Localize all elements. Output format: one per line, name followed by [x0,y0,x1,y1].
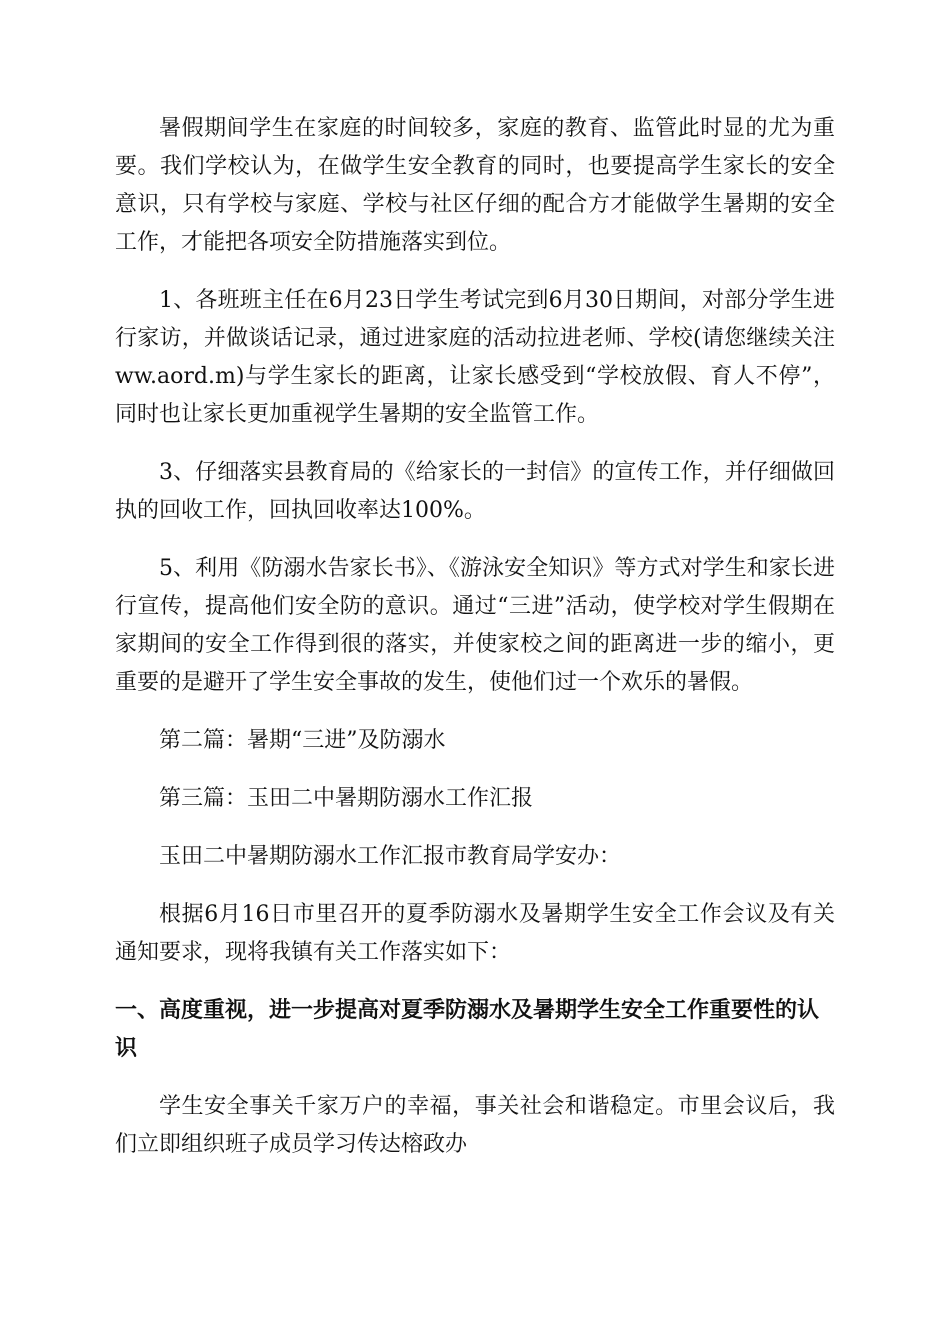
paragraph-item-5: 5、利用《防溺水告家长书》、《游泳安全知识》等方式对学生和家长进行宣传，提高他们安全防的意识。通过“三进”活动，使学校对学生假期在家期间的安全工作得到很的落实，并使家校之间的距离进一步的缩小，更重要的是避开了学生安全事故的发生，使他们过一个欢乐的暑假。 [115,556,835,695]
document-page [115,110,835,1184]
heading-one: 一、高度重视，进一步提高对夏季防溺水及暑期学生安全工作重要性的认识 [115,998,820,1061]
paragraph-intro: 暑假期间学生在家庭的时间较多，家庭的教育、监管此时显的尤为重要。我们学校认为，在做学生安全教育的同时，也要提高学生家长的安全意识，只有学校与家庭、学校与社区仔细的配合方才能做学生暑期的安全工作，才能把各项安全防措施落实到位。 [115,116,835,255]
section-title-second: 第二篇：暑期“三进”及防溺水 [159,728,446,753]
paragraph-item-3: 3、仔细落实县教育局的《给家长的一封信》的宣传工作，并仔细做回执的回收工作，回执回收率达100%。 [115,460,835,523]
section-title-third: 第三篇：玉田二中暑期防溺水工作汇报 [159,786,534,811]
paragraph-final: 学生安全事关千家万户的幸福，事关社会和谐稳定。市里会议后，我们立即组织班子成员学习传达榕政办 [115,1094,835,1157]
paragraph-meeting: 根据6月16日市里召开的夏季防溺水及暑期学生安全工作会议及有关通知要求，现将我镇有关工作落实如下： [115,902,835,965]
paragraph-item-1: 1、各班班主任在6月23日学生考试完到6月30日期间，对部分学生进行家访，并做谈话记录，通过进家庭的活动拉进老师、学校(请您继续关注ww.aord.m)与学生家长的距离，让家长感受到“学校放假、育人不停”，同时也让家长更加重视学生暑期的安全监管工作。 [115,288,835,427]
report-addressee: 玉田二中暑期防溺水工作汇报市教育局学安办： [159,844,622,869]
